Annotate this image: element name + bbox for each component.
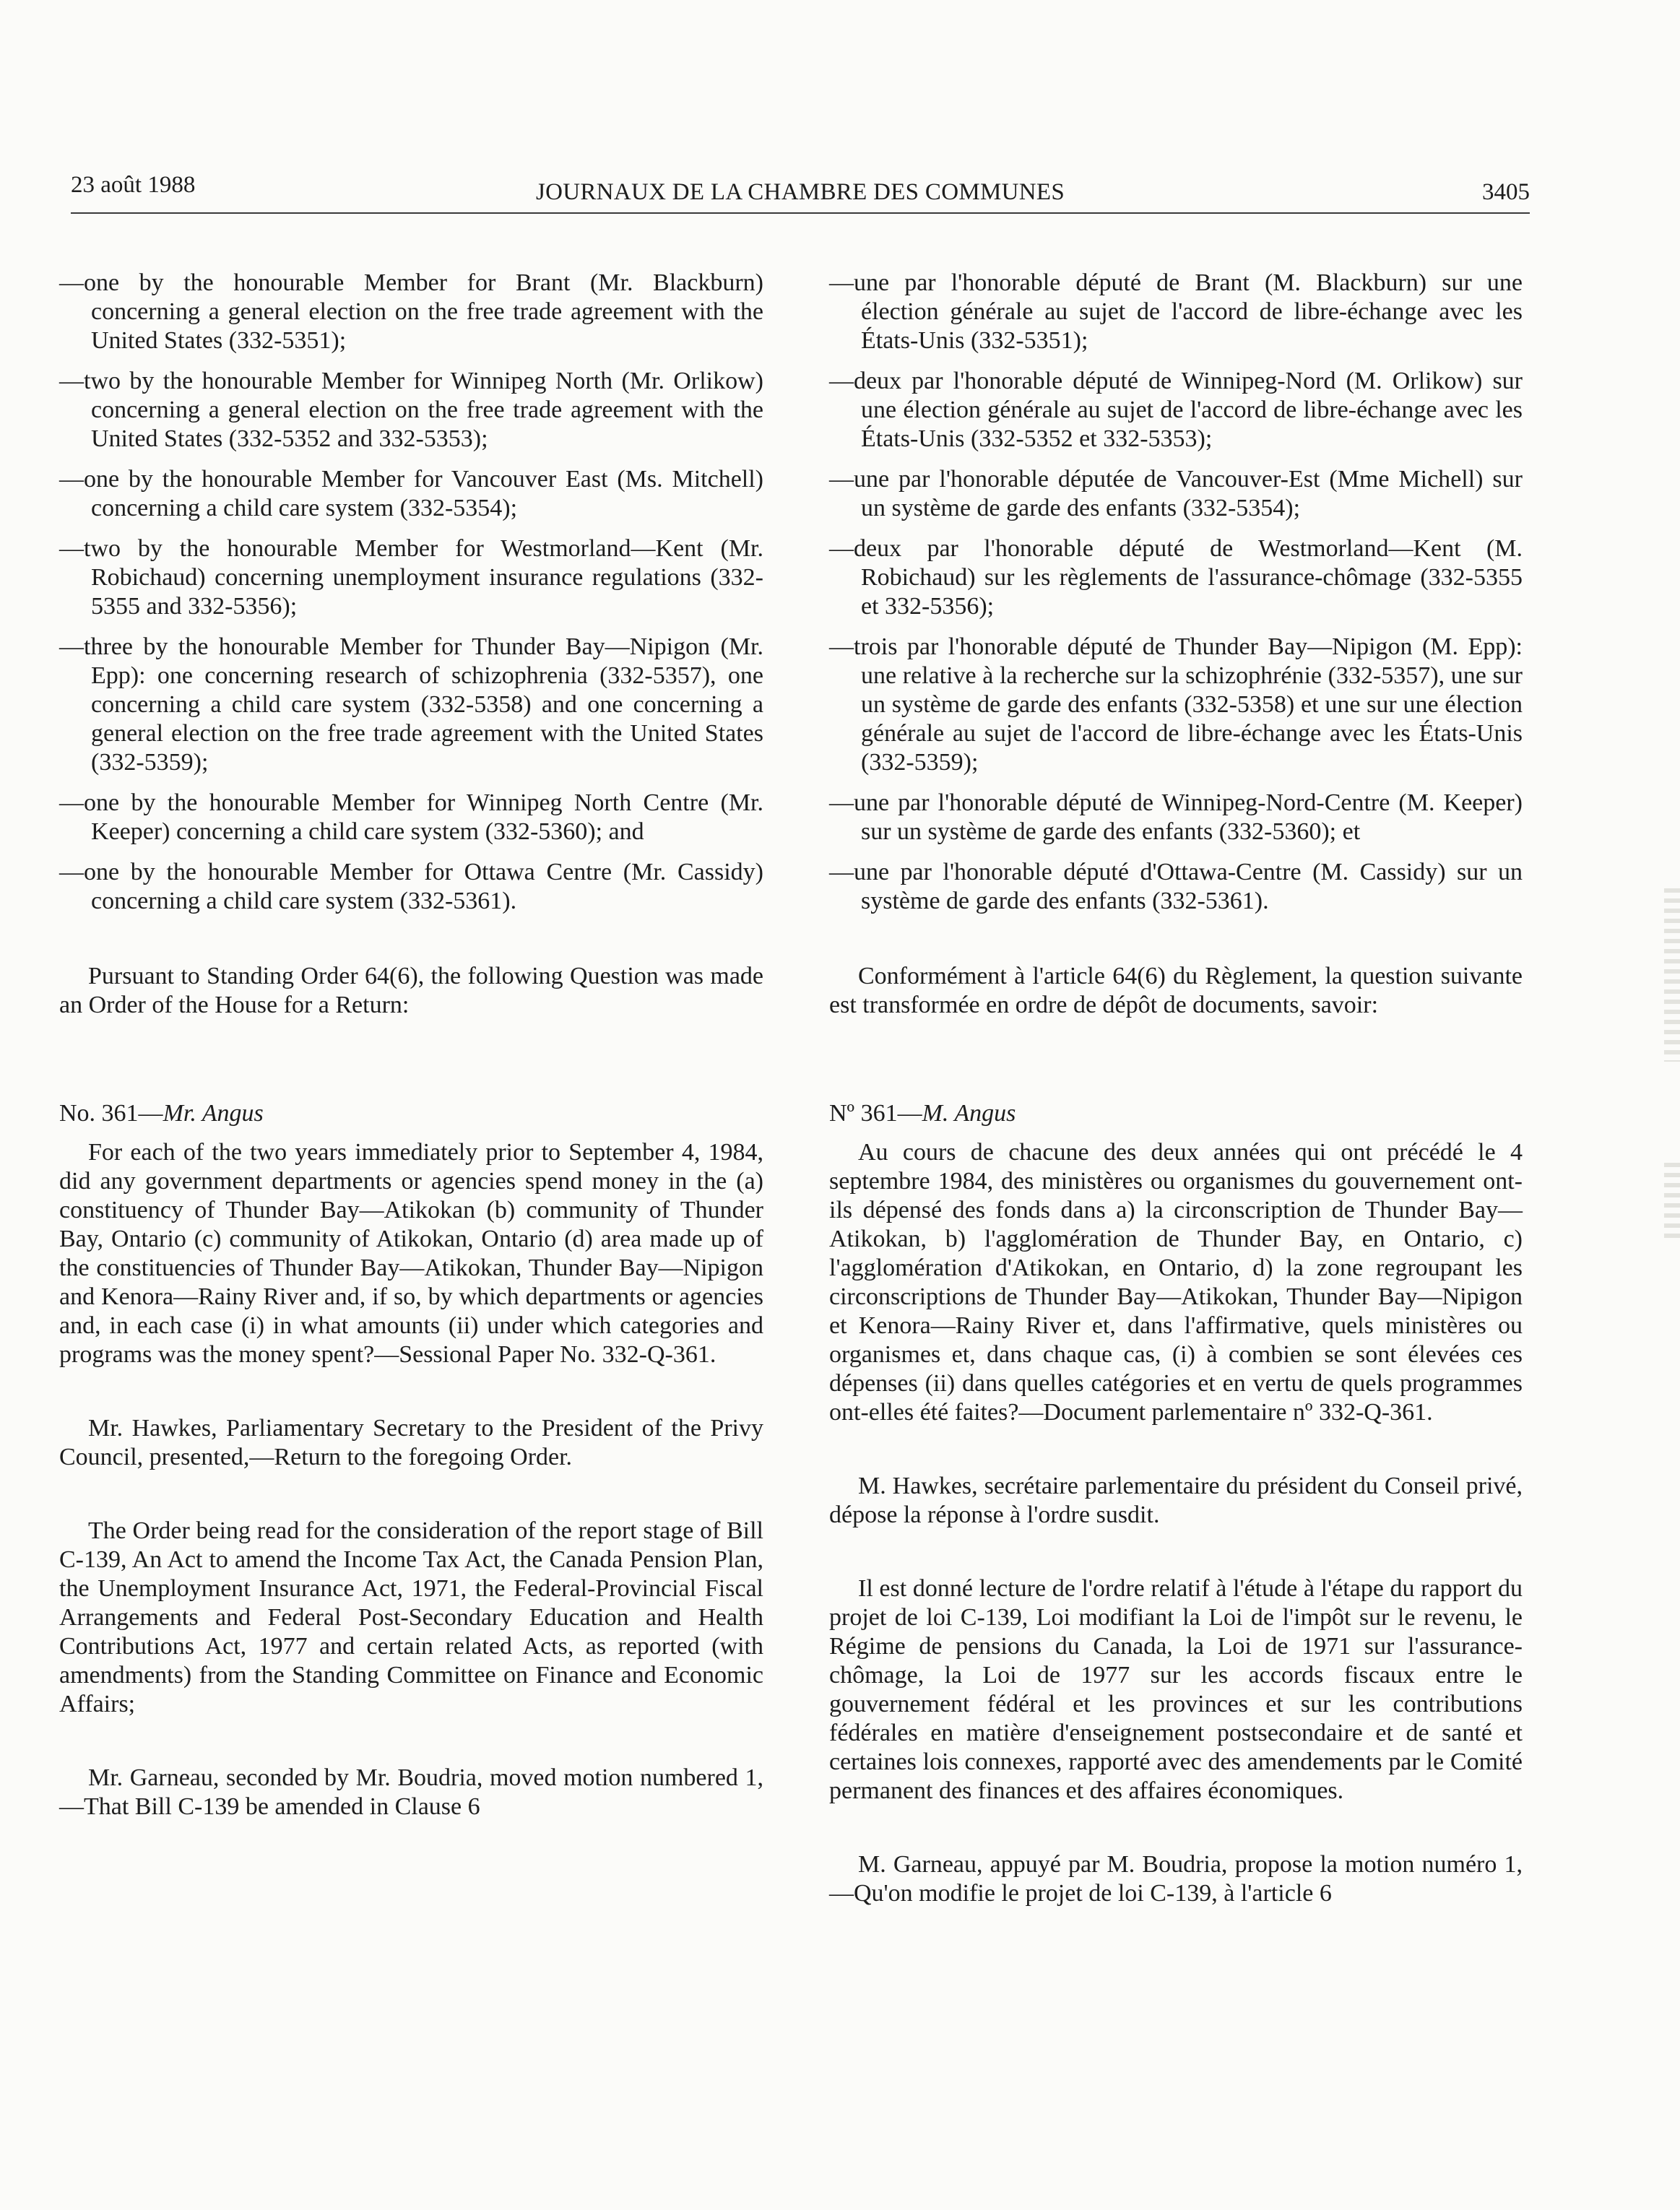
petition-item: —deux par l'honorable député de Winnipeg-Nord (M. Orlikow) sur une élection générale au sujet de l'accord de libre-échange avec les États-Unis (332-5352 et 332-5353);	[829, 368, 1523, 452]
scan-edge-mark	[1664, 1163, 1680, 1242]
question-author: Mr. Angus	[163, 1100, 264, 1127]
motion-paragraph: Mr. Garneau, seconded by Mr. Boudria, moved motion numbered 1,—That Bill C-139 be amended in Clause 6	[59, 1764, 763, 1820]
return-paragraph: Mr. Hawkes, Parliamentary Secretary to the President of the Privy Council, presented,—Return to the foregoing Order.	[59, 1415, 763, 1470]
question-heading	[59, 1099, 763, 1128]
petition-item: —three by the honourable Member for Thunder Bay—Nipigon (Mr. Epp): one concerning research of schizophrenia (332-5357), one concerning a child care system (332-5358) and one concerning a general election on the free trade agreement with the United States (332-5359);	[59, 633, 763, 776]
standing-order-paragraph: Conformément à l'article 64(6) du Règlement, la question suivante est transformée en ordre de dépôt de documents, savoir:	[829, 963, 1523, 1018]
question-text: Au cours de chacune des deux années qui ont précédé le 4 septembre 1984, des ministères ou organismes du gouvernement ont-ils dépensé des fonds dans a) la circonscription de Thunder Bay—Atikokan, b) l'agglomération de Thunder Bay, en Ontario, c) l'agglomération d'Atikokan, en Ontario, d) la zone regroupant les circonscriptions de Thunder Bay—Atikokan, Thunder Bay—Nipigon et Kenora—Rainy River et, dans l'affirmative, quels ministères ou organismes et, dans chaque cas, (i) à combien se sont élevées ces dépenses (ii) dans quelles catégories et en vertu de quels programmes ont-elles été faites?—Document parlementaire nº 332-Q-361.	[829, 1139, 1523, 1426]
english-column	[59, 269, 763, 1821]
order-read-paragraph: The Order being read for the consideration of the report stage of Bill C-139, An Act to amend the Income Tax Act, the Canada Pension Plan, the Unemployment Insurance Act, 1971, the Federal-Provincial Fiscal Arrangements and Federal Post-Secondary Education and Health Contributions Act, 1977 and certain related Acts, as reported (with amendments) from the Standing Committee on Finance and Economic Affairs;	[59, 1517, 763, 1717]
order-read-paragraph: Il est donné lecture de l'ordre relatif à l'étude à l'étape du rapport du projet de loi C-139, Loi modifiant la Loi de l'impôt sur le revenu, le Régime de pensions du Canada, la Loi de 1971 sur l'assurance-chômage, la Loi de 1977 sur les accords fiscaux entre le gouvernement fédéral et les provinces et sur les contributions fédérales en matière d'enseignement postsecondaire et de santé et certaines lois connexes, rapporté avec des amendements par le Comité permanent des finances et des affaires économiques.	[829, 1575, 1523, 1804]
petition-item: —une par l'honorable députée de Vancouver-Est (Mme Michell) sur un système de garde des enfants (332-5354);	[829, 466, 1523, 521]
question-heading	[829, 1099, 1523, 1128]
standing-order-paragraph: Pursuant to Standing Order 64(6), the following Question was made an Order of the House for a Return:	[59, 963, 763, 1018]
petition-item: —une par l'honorable député de Brant (M. Blackburn) sur une élection générale au sujet de l'accord de libre-échange avec les États-Unis (332-5351);	[829, 269, 1523, 354]
petition-item: —trois par l'honorable député de Thunder Bay—Nipigon (M. Epp): une relative à la recherche sur la schizophrénie (332-5357), une sur un système de garde des enfants (332-5358) et une sur une élection générale au sujet de l'accord de libre-échange avec les États-Unis (332-5359);	[829, 633, 1523, 776]
petition-item: —one by the honourable Member for Ottawa Centre (Mr. Cassidy) concerning a child care system (332-5361).	[59, 859, 763, 914]
scan-edge-mark	[1664, 888, 1680, 1062]
question-author: M. Angus	[922, 1100, 1016, 1127]
petition-item: —deux par l'honorable député de Westmorland—Kent (M. Robichaud) sur les règlements de l'assurance-chômage (332-5355 et 332-5356);	[829, 535, 1523, 620]
question-text: For each of the two years immediately prior to September 4, 1984, did any government departments or agencies spend money in the (a) constituency of Thunder Bay—Atikokan (b) community of Thunder Bay, Ontario (c) community of Atikokan, Ontario (d) area made up of the constituencies of Thunder Bay—Atikokan, Thunder Bay—Nipigon and Kenora—Rainy River and, if so, by which departments or agencies and, in each case (i) in what amounts (ii) under which categories and programs was the money spent?—Sessional Paper No. 332-Q-361.	[59, 1139, 763, 1368]
header-title: JOURNAUX DE LA CHAMBRE DES COMMUNES	[536, 179, 1065, 205]
motion-paragraph: M. Garneau, appuyé par M. Boudria, propose la motion numéro 1,—Qu'on modifie le projet de loi C-139, à l'article 6	[829, 1851, 1523, 1907]
petition-item: —une par l'honorable député de Winnipeg-Nord-Centre (M. Keeper) sur un système de garde des enfants (332-5360); et	[829, 789, 1523, 845]
petition-item: —one by the honourable Member for Winnipeg North Centre (Mr. Keeper) concerning a child care system (332-5360); and	[59, 789, 763, 845]
header-date: 23 août 1988	[71, 172, 196, 198]
question-number: Nº 361—	[829, 1100, 922, 1127]
petition-item: —two by the honourable Member for Westmorland—Kent (Mr. Robichaud) concerning unemployment insurance regulations (332-5355 and 332-5356);	[59, 535, 763, 620]
page-header	[71, 172, 1530, 214]
petition-item: —une par l'honorable député d'Ottawa-Centre (M. Cassidy) sur un système de garde des enfants (332-5361).	[829, 859, 1523, 914]
return-paragraph: M. Hawkes, secrétaire parlementaire du président du Conseil privé, dépose la réponse à l'ordre susdit.	[829, 1473, 1523, 1528]
petition-item: —two by the honourable Member for Winnipeg North (Mr. Orlikow) concerning a general election on the free trade agreement with the United States (332-5352 and 332-5353);	[59, 368, 763, 452]
petition-item: —one by the honourable Member for Brant (Mr. Blackburn) concerning a general election on the free trade agreement with the United States (332-5351);	[59, 269, 763, 354]
petition-item: —one by the honourable Member for Vancouver East (Ms. Mitchell) concerning a child care system (332-5354);	[59, 466, 763, 521]
page-number: 3405	[1482, 179, 1530, 205]
french-column	[829, 269, 1523, 1908]
question-number: No. 361—	[59, 1100, 163, 1127]
